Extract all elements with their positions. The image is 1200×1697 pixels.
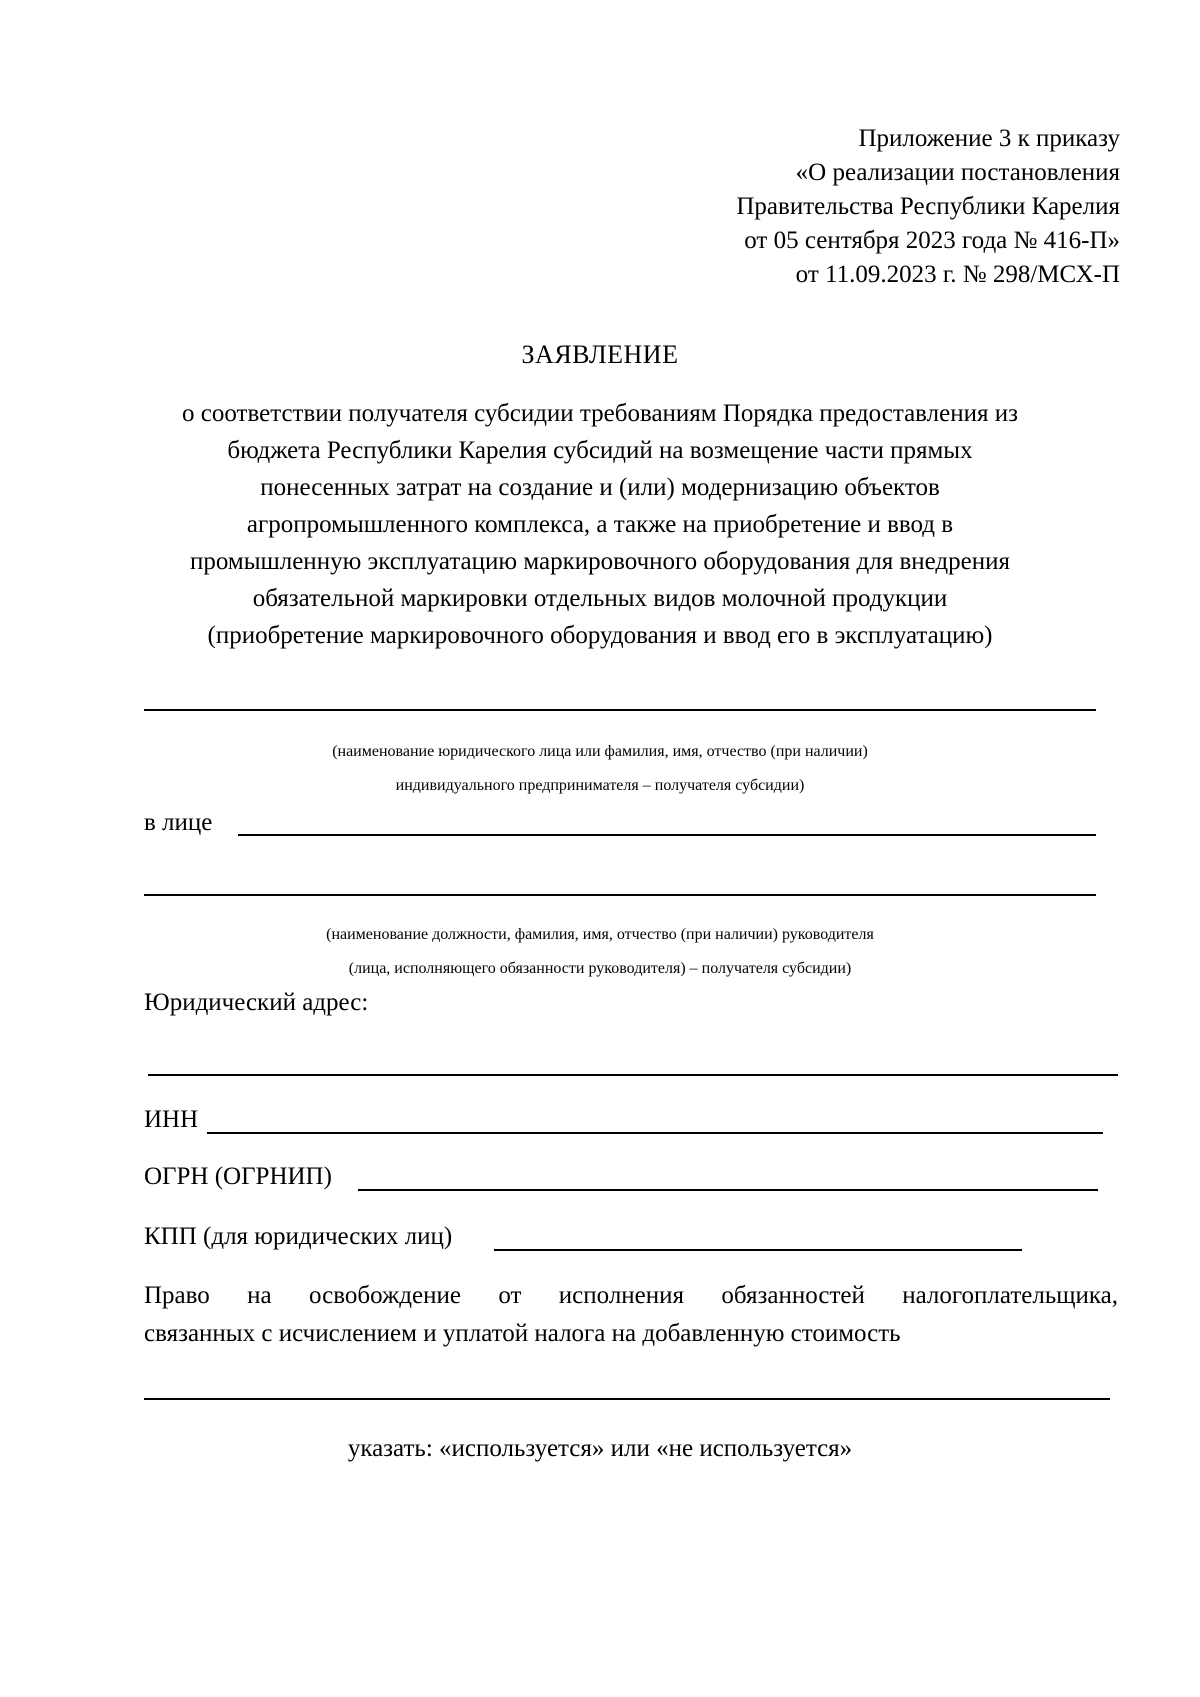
- vat-word: от: [498, 1282, 522, 1309]
- ogrn-field[interactable]: [358, 1189, 1098, 1191]
- subtitle-line: о соответствии получателя субсидии требованиям Порядка предоставления из: [182, 400, 1018, 427]
- order-reference-line: от 11.09.2023 г. № 298/МСХ-П: [795, 261, 1120, 288]
- caption-line: (наименование должности, фамилия, имя, отчество (при наличии) руководителя: [326, 926, 874, 943]
- vat-exemption-note: указать: «используется» или «не используется»: [347, 1435, 853, 1462]
- caption-line: (наименование юридического лица или фамилия, имя, отчество (при наличии): [332, 743, 868, 760]
- inn-label: ИНН: [144, 1106, 199, 1133]
- kpp-label: КПП (для юридических лиц): [144, 1223, 453, 1250]
- subtitle-line: промышленную эксплуатацию маркировочного оборудования для внедрения: [189, 548, 1011, 575]
- recipient-caption: [0, 735, 1200, 803]
- order-reference: [736, 122, 1120, 292]
- representative-field[interactable]: [238, 834, 1096, 836]
- representative-field-continued[interactable]: [144, 894, 1096, 896]
- document-title: ЗАЯВЛЕНИЕ: [521, 340, 679, 369]
- order-reference-line: Приложение 3 к приказу: [858, 125, 1120, 152]
- vat-exemption-text: [144, 1277, 1118, 1353]
- subtitle-line: бюджета Республики Карелия субсидий на возмещение части прямых: [227, 437, 973, 464]
- vat-word: обязанностей: [721, 1282, 865, 1309]
- in-person-label: в лице: [144, 809, 213, 836]
- vat-word: исполнения: [558, 1282, 685, 1309]
- inn-field[interactable]: [207, 1132, 1103, 1134]
- subtitle-line: понесенных затрат на создание и (или) модернизацию объектов: [260, 474, 940, 501]
- recipient-name-field[interactable]: [144, 709, 1096, 711]
- ogrn-label: ОГРН (ОГРНИП): [144, 1163, 332, 1190]
- vat-word: Право: [144, 1282, 210, 1309]
- vat-word: налогоплательщика,: [902, 1282, 1118, 1309]
- subtitle-line: агропромышленного комплекса, а также на приобретение и ввод в: [246, 511, 954, 538]
- document-subtitle: [140, 395, 1060, 654]
- caption-line: индивидуального предпринимателя – получателя субсидии): [395, 777, 805, 794]
- legal-address-label: Юридический адрес:: [144, 989, 369, 1016]
- order-reference-line: Правительства Республики Карелия: [736, 193, 1120, 220]
- order-reference-line: от 05 сентября 2023 года № 416-П»: [744, 227, 1120, 254]
- kpp-field[interactable]: [494, 1249, 1022, 1251]
- vat-exemption-line-1: [144, 1277, 1118, 1315]
- vat-word: освобождение: [309, 1282, 461, 1309]
- vat-word: на: [247, 1282, 272, 1309]
- vat-exemption-line-2: связанных с исчислением и уплатой налога на добавленную стоимость: [144, 1320, 901, 1347]
- manager-caption: [0, 918, 1200, 986]
- vat-exemption-field[interactable]: [144, 1398, 1110, 1400]
- subtitle-line: обязательной маркировки отдельных видов молочной продукции: [252, 585, 948, 612]
- order-reference-line: «О реализации постановления: [795, 159, 1120, 186]
- caption-line: (лица, исполняющего обязанности руководителя) – получателя субсидии): [348, 960, 852, 977]
- legal-address-field[interactable]: [148, 1074, 1118, 1076]
- subtitle-line: (приобретение маркировочного оборудования и ввод его в эксплуатацию): [207, 622, 993, 649]
